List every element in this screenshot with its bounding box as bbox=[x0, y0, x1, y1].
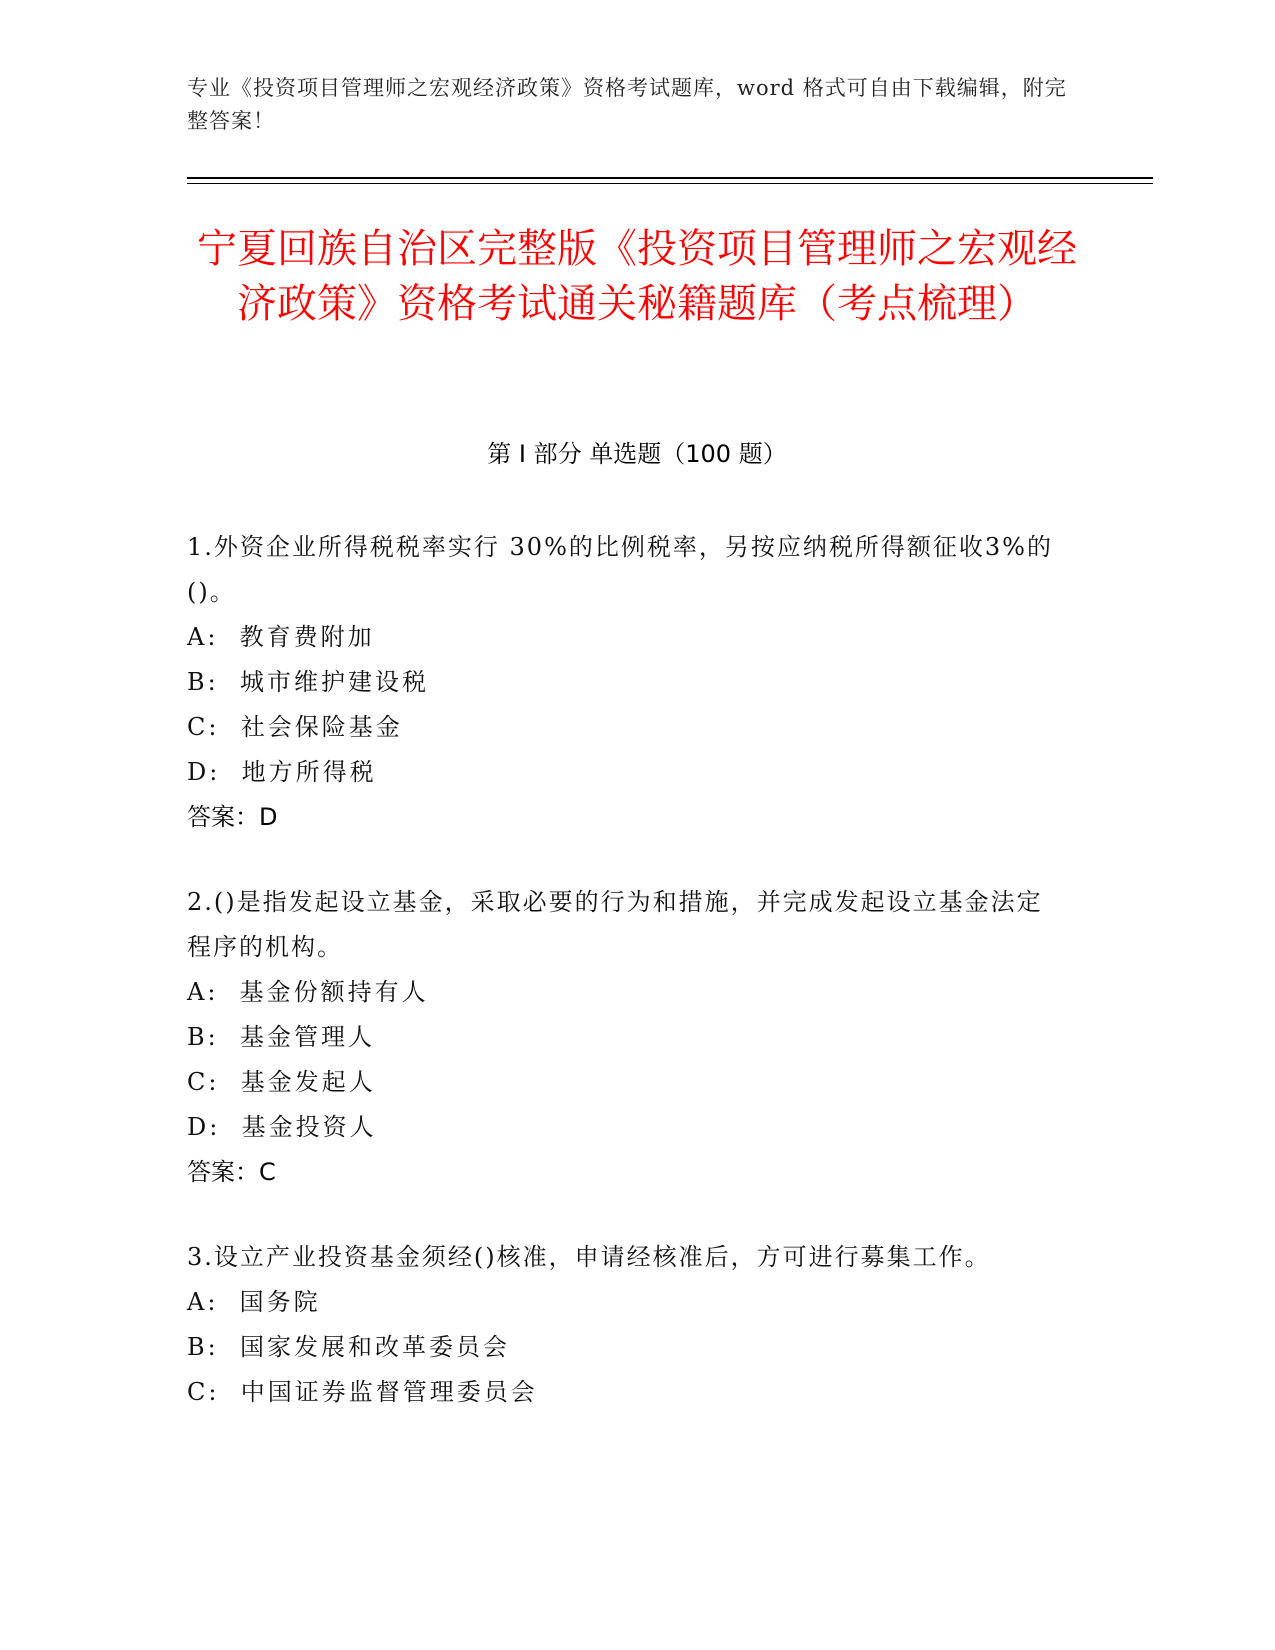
document-title: 宁夏回族自治区完整版《投资项目管理师之宏观经济政策》资格考试通关秘籍题库（考点梳理） bbox=[197, 226, 1077, 327]
option-b: B: 城市维护建设税 bbox=[187, 668, 429, 696]
option-d: D: 地方所得税 bbox=[187, 758, 377, 786]
option-a: A: 国务院 bbox=[187, 1288, 321, 1316]
option-a: A: 基金份额持有人 bbox=[187, 978, 429, 1006]
question-2 bbox=[187, 880, 1067, 1195]
header-divider-thick bbox=[187, 177, 1153, 179]
header-text: 专业《投资项目管理师之宏观经济政策》资格考试题库，word 格式可自由下载编辑，附完整答案！ bbox=[187, 76, 1067, 133]
question-1 bbox=[187, 525, 1067, 840]
option-b: B: 基金管理人 bbox=[187, 1023, 375, 1051]
header-divider-thin bbox=[187, 183, 1153, 184]
option-c: C: 基金发起人 bbox=[187, 1068, 376, 1096]
question-list bbox=[187, 525, 1067, 1455]
answer: 答案：C bbox=[187, 1158, 276, 1186]
section-title: 第 I 部分 单选题（100 题） bbox=[487, 440, 787, 468]
answer: 答案：D bbox=[187, 803, 278, 831]
option-a: A: 教育费附加 bbox=[187, 623, 375, 651]
question-stem: 2.()是指发起设立基金，采取必要的行为和措施，并完成发起设立基金法定程序的机构。 bbox=[187, 888, 1043, 961]
option-c: C: 社会保险基金 bbox=[187, 713, 403, 741]
option-d: D: 基金投资人 bbox=[187, 1113, 377, 1141]
question-stem: 3.设立产业投资基金须经()核准，申请经核准后，方可进行募集工作。 bbox=[187, 1243, 991, 1271]
question-3 bbox=[187, 1235, 1067, 1415]
option-b: B: 国家发展和改革委员会 bbox=[187, 1333, 510, 1361]
option-c: C: 中国证券监督管理委员会 bbox=[187, 1378, 538, 1406]
question-stem: 1.外资企业所得税税率实行 30%的比例税率，另按应纳税所得额征收3%的()。 bbox=[187, 533, 1053, 606]
